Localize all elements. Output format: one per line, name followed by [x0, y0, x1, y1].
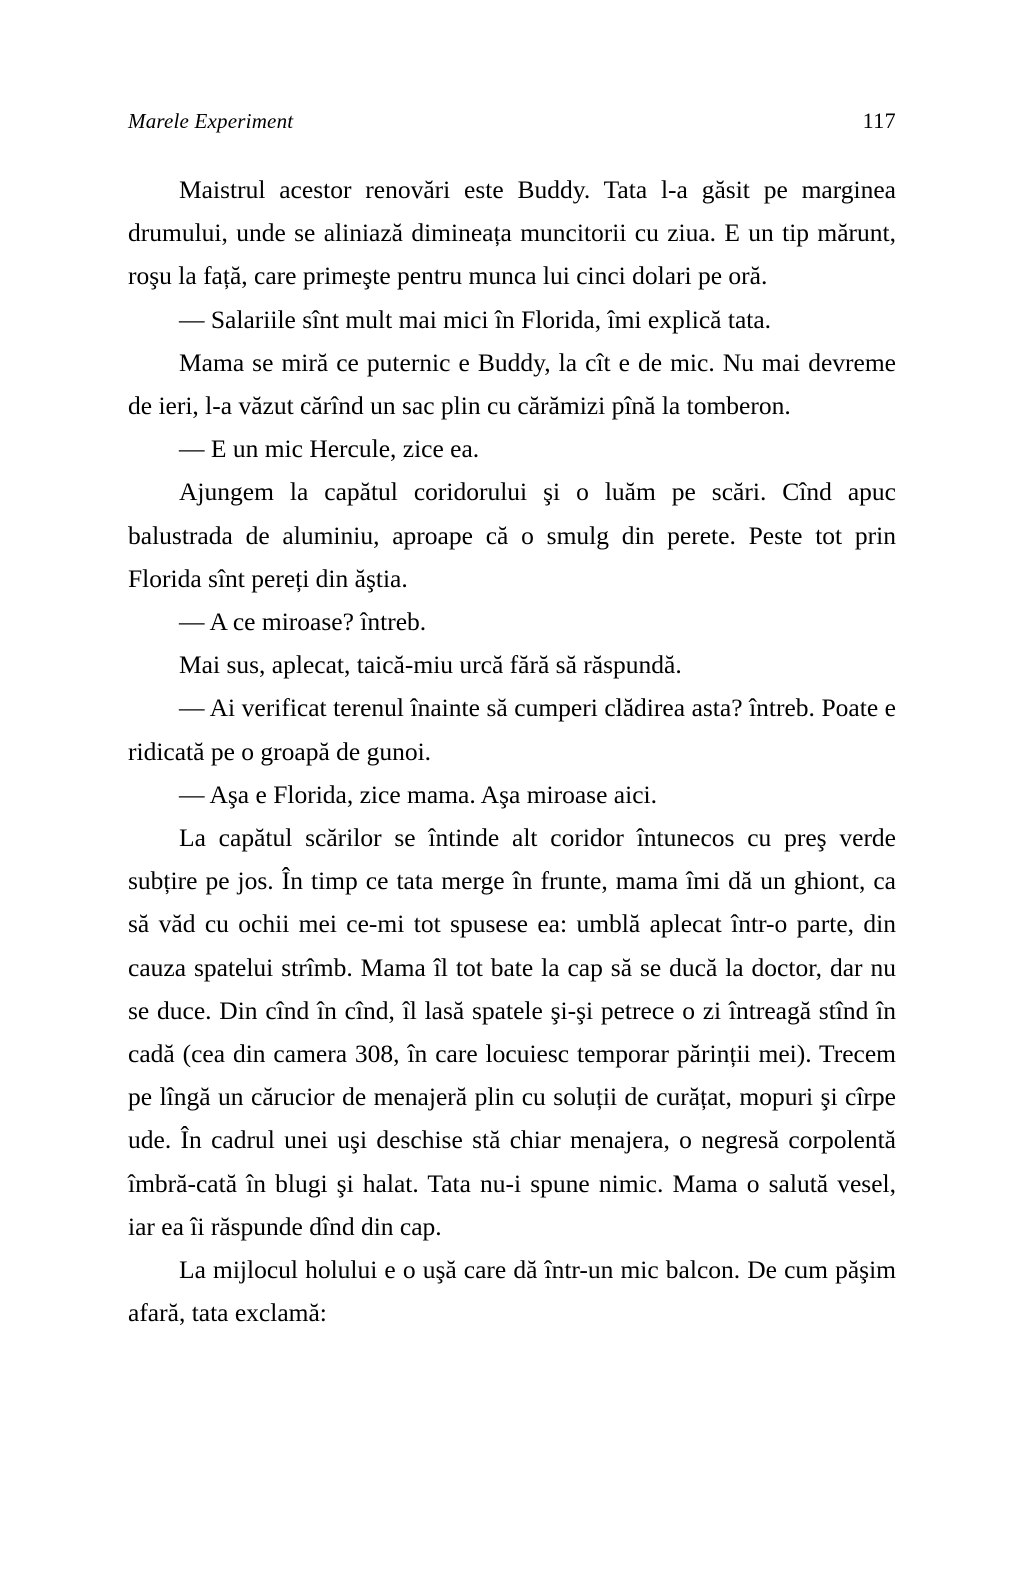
paragraph: — E un mic Hercule, zice ea. [179, 434, 480, 464]
page-body [128, 168, 896, 1334]
paragraph: — A ce miroase? întreb. [179, 607, 427, 637]
paragraph: — Ai verificat terenul înainte să cumperi clădirea asta? întreb. Poate e ridicată pe o groapă de gunoi. [128, 693, 896, 766]
running-head [128, 108, 896, 134]
paragraph: — Aşa e Florida, zice mama. Aşa miroase aici. [179, 779, 657, 809]
paragraph: La capătul scărilor se întinde alt coridor întunecos cu preş verde subțire pe jos. În timp ce tata merge în frunte, mama îmi dă un ghiont, ca să văd cu ochii mei ce-mi tot spusese ea: umblă aplecat într-o parte, din cauza spatelui strîmb. Mama îl tot bate la cap să se ducă la doctor, dar nu se duce. Din cînd în cînd, îl lasă spatele şi-şi petrece o zi întreagă stînd în cadă (cea din camera 308, în care locuiesc temporar părinții mei). Trecem pe lîngă un cărucior de menajeră plin cu soluții de curățat, mopuri şi cîrpe ude. În cadrul unei uşi deschise stă chiar menajera, o negresă corpolentă îmbră-cată în blugi şi halat. Tata nu-i spune nimic. Mama o salută vesel, iar ea îi răspunde dînd din cap. [128, 823, 896, 1241]
page-number: 117 [862, 108, 896, 133]
paragraph: — Salariile sînt mult mai mici în Florida, îmi explică tata. [179, 304, 772, 334]
paragraph: Ajungem la capătul coridorului şi o luăm pe scări. Cînd apuc balustrada de aluminiu, aproape că o smulg din perete. Peste tot prin Florida sînt pereți din ăştia. [128, 477, 896, 593]
paragraph: Mama se miră ce puternic e Buddy, la cît e de mic. Nu mai devreme de ieri, l-a văzut cărînd un sac plin cu cărămizi pînă la tomberon. [128, 347, 896, 421]
book-title: Marele Experiment [128, 109, 294, 133]
paragraph: Mai sus, aplecat, taică-miu urcă fără să răspundă. [179, 650, 682, 680]
paragraph: Maistrul acestor renovări este Buddy. Tata l-a găsit pe marginea drumului, unde se aliniază dimineața muncitorii cu ziua. E un tip mărunt, roşu la față, care primeşte pentru munca lui cinci dolari pe oră. [128, 175, 896, 291]
paragraph: La mijlocul holului e o uşă care dă într-un mic balcon. De cum păşim afară, tata exclamă: [128, 1255, 896, 1328]
